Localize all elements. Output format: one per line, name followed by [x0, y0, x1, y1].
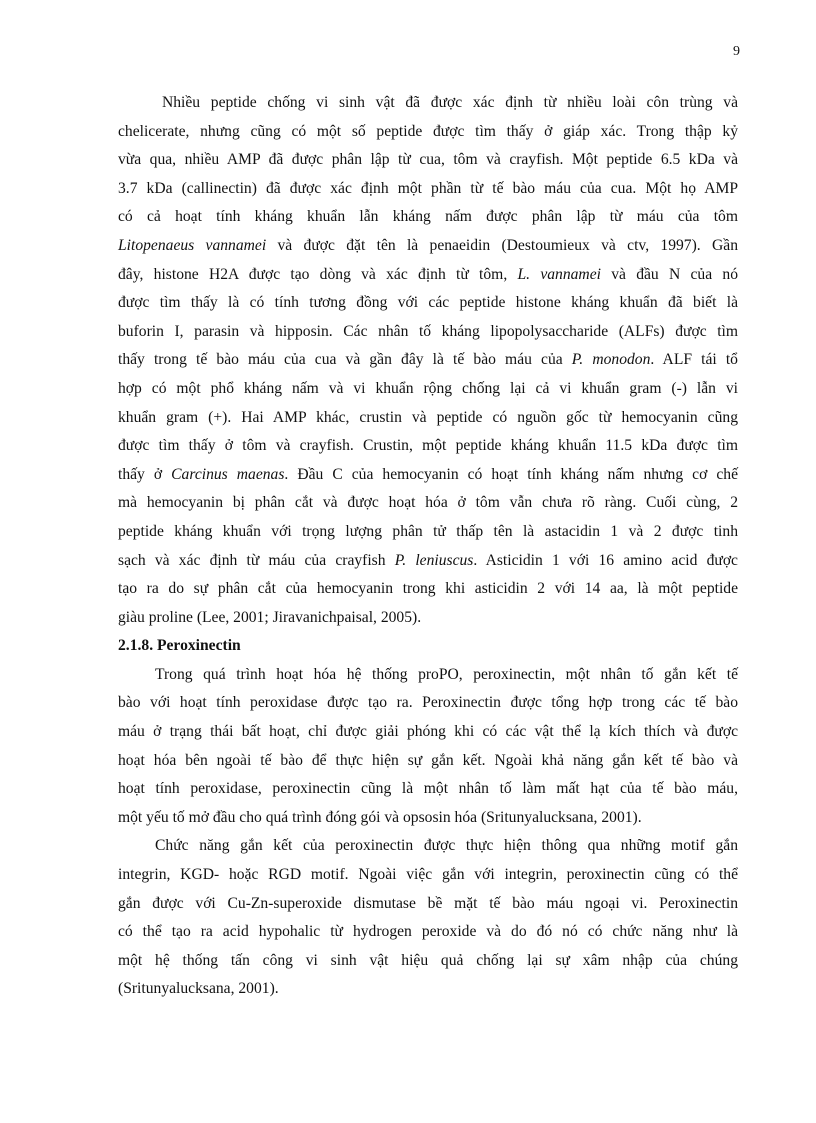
text-line: tạo ra do sự phân cắt của hemocyanin trong khi asticidin 2 với 14 aa, là một peptide [118, 580, 738, 598]
text-line: chelicerate, nhưng cũng có một số peptide được tìm thấy ở giáp xác. Trong thập kỷ [118, 122, 738, 140]
species-name: P. leniuscus [394, 551, 474, 569]
section-heading: 2.1.8. Peroxinectin [118, 637, 241, 655]
text-line: gắn được với Cu-Zn-superoxide dismutase bề mặt tế bào máu ngoại vi. Peroxinectin [118, 894, 738, 912]
text-line: khuẩn gram (+). Hai AMP khác, crustin và peptide có nguồn gốc từ hemocyanin cũng [118, 408, 738, 426]
text-line: một hệ thống tấn công vi sinh vật hiệu quả chống lại sự xâm nhập của chúng [118, 951, 738, 969]
page-number: 9 [733, 44, 740, 59]
text-line: có thể tạo ra acid hypohalic từ hydrogen peroxide và do đó nó có chức năng như là [118, 923, 738, 941]
text-line: hoạt tính peroxidase, peroxinectin cũng là một nhân tố làm mất hạt của tế bào máu, [118, 780, 738, 798]
paragraph-peroxinectin-intro [118, 661, 738, 833]
text-line [118, 461, 738, 490]
text-span: . ALF tái tổ [650, 351, 738, 369]
text-span: thấy trong tế bào máu của cua và gần đây là tế bào máu của [118, 351, 572, 369]
species-name: P. monodon [571, 351, 651, 369]
text-line [118, 346, 738, 375]
text-line [118, 232, 738, 261]
paragraph-peroxinectin-function [118, 832, 738, 1004]
text-line: Chức năng gắn kết của peroxinectin được thực hiện thông qua những motif gắn [155, 837, 738, 855]
text-line: một yếu tố mở đầu cho quá trình đóng gói và opsosin hóa (Sritunyalucksana, 2001). [118, 808, 642, 826]
text-line: hoạt hóa bên ngoài tế bào để thực hiện sự gắn kết. Ngoài khả năng gắn kết tế bào và [118, 751, 738, 769]
text-line: giàu proline (Lee, 2001; Jiravanichpaisal, 2005). [118, 608, 422, 626]
text-line: được tìm thấy là có tính tương đồng với các peptide histone kháng khuẩn đã biết là [118, 294, 738, 312]
species-name: Litopenaeus vannamei [118, 236, 267, 254]
text-span: thấy ở [118, 465, 172, 483]
species-name: Carcinus maenas [171, 465, 285, 483]
text-line: vừa qua, nhiều AMP đã được phân lập từ cua, tôm và crayfish. Một peptide 6.5 kDa và [118, 151, 738, 169]
text-line: được tìm thấy ở tôm và crayfish. Crustin, một peptide kháng khuẩn 11.5 kDa được tìm [118, 437, 738, 455]
text-line: Trong quá trình hoạt hóa hệ thống proPO, peroxinectin, một nhân tố gắn kết tế [155, 665, 738, 683]
text-line: integrin, KGD- hoặc RGD motif. Ngoài việc gắn với integrin, peroxinectin cũng có thể [118, 866, 738, 884]
text-line [118, 547, 738, 576]
species-name: L. vannamei [517, 265, 601, 283]
document-body [118, 89, 738, 1004]
text-line [118, 261, 738, 290]
text-span: . Asticidin 1 với 16 amino acid được [473, 551, 738, 569]
text-line: mà hemocyanin bị phân cắt và được hoạt hóa ở tôm vẫn chưa rõ ràng. Cuối cùng, 2 [118, 494, 738, 512]
text-line: máu ở trạng thái bất hoạt, chỉ được giải phóng khi có các vật thể lạ kích thích và được [118, 723, 738, 741]
text-span: sạch và xác định từ máu của crayfish [118, 551, 395, 569]
text-line: có cả hoạt tính kháng khuẩn lẫn kháng nấm được phân lập từ máu của tôm [118, 208, 738, 226]
text-span: và được đặt tên là penaeidin (Destoumieux và ctv, 1997). Gần [266, 236, 738, 254]
text-line: (Sritunyalucksana, 2001). [118, 980, 279, 998]
text-line: peptide kháng khuẩn với trọng lượng phân tử thấp tên là astacidin 1 và 2 được tinh [118, 522, 738, 540]
text-line: Nhiều peptide chống vi sinh vật đã được xác định từ nhiều loài côn trùng và [162, 94, 738, 111]
text-span: và đầu N của nó [600, 265, 738, 283]
text-line: bào với hoạt tính peroxidase được tạo ra. Peroxinectin được tổng hợp trong các tế bào [118, 694, 738, 712]
text-line: hợp có một phổ kháng nấm và vi khuẩn rộng chống lại cả vi khuẩn gram (-) lẫn vi [118, 379, 738, 397]
paragraph-amp [118, 89, 738, 632]
text-span: đây, histone H2A được tạo dòng và xác định từ tôm, [118, 265, 518, 283]
text-line: buforin I, parasin và hipposin. Các nhân tố kháng lipopolysaccharide (ALFs) được tìm [118, 322, 738, 340]
text-span: . Đầu C của hemocyanin có hoạt tính kháng nấm nhưng cơ chế [284, 465, 738, 483]
text-line: 3.7 kDa (callinectin) đã được xác định một phần từ tế bào máu của cua. Một họ AMP [118, 179, 738, 197]
